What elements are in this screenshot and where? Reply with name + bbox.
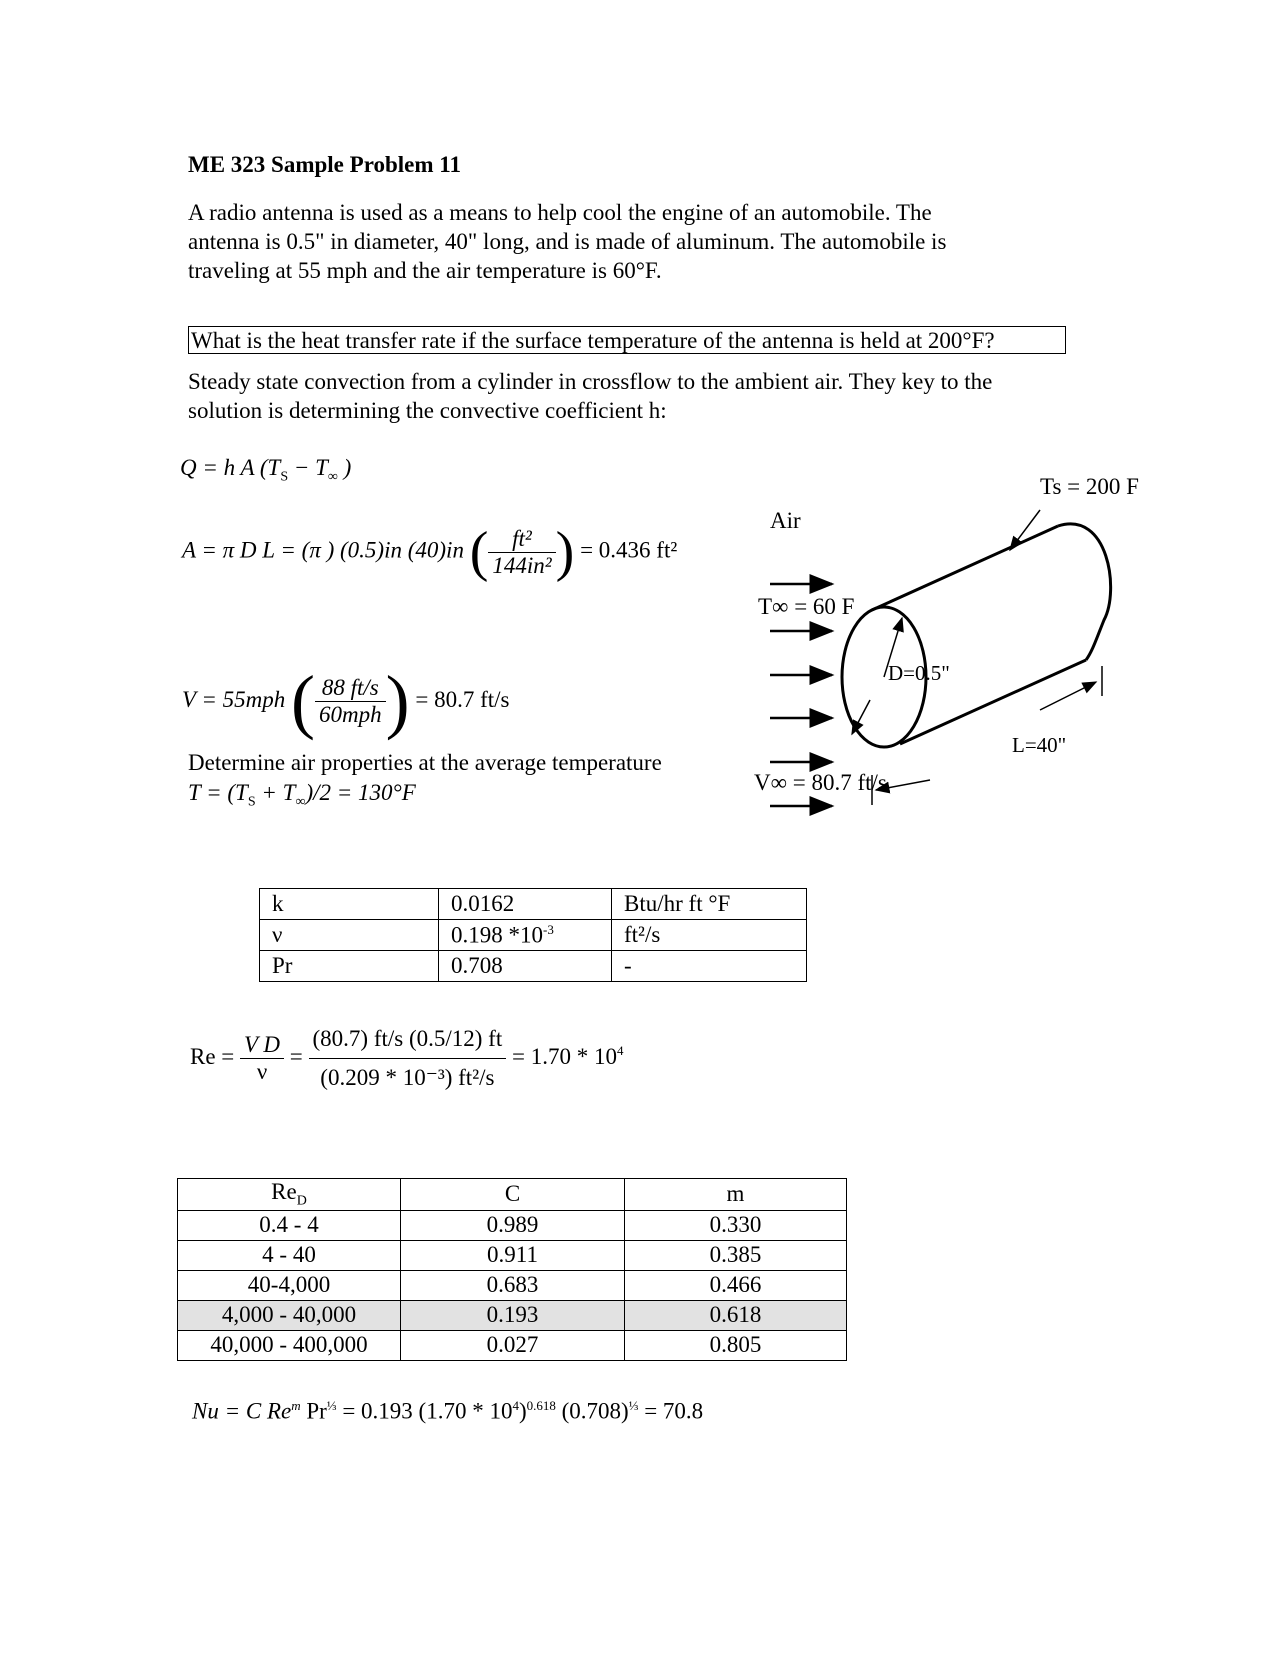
- cylinder-crossflow-diagram: [740, 470, 1240, 830]
- air-label: Air: [770, 508, 801, 533]
- velocity-conversion-fraction: $\frac{88 ft/s}{\text{60mph}}$: [315, 675, 386, 728]
- problem-line: A radio antenna is used as a means to help cool the engine of an automobile. The: [188, 200, 932, 225]
- approach-line: solution is determining the convective coefficient h:: [188, 398, 667, 423]
- l-label: L=40": [1012, 733, 1067, 757]
- air-properties-table: [259, 888, 807, 982]
- property-value: 0.0162: [439, 889, 612, 920]
- t-inf-label: T∞ = 60 F: [758, 594, 855, 619]
- table-row: [260, 951, 807, 982]
- table-row: 40-4,000 0.683 0.466: [178, 1270, 847, 1300]
- correlation-table: [177, 1178, 847, 1361]
- avg-temp-text: Determine air properties at the average temperature: [188, 750, 662, 775]
- problem-statement: [188, 198, 946, 285]
- re-definition-fraction: $\frac{\text{V D}}{\nu}$: [240, 1032, 284, 1085]
- nusselt-equation: Nu = C Re$^m$ $Pr^{\frac{1}{3}} = 0.193$ $(1.70 * 10^4)^{0.618}$ $(0.708)^{\frac{1}{3}} = 70.8$: [192, 1398, 704, 1424]
- area-conversion-fraction: $\frac{\text{ft²}}{\text{144in²}}$: [488, 526, 555, 579]
- velocity-equation: V = 55mph ( $\frac{88 ft/s}{\text{60mph}}$ ) = 80.7 ft/s: [182, 661, 510, 741]
- property-symbol: ν: [260, 920, 439, 951]
- d-label: D=0.5": [888, 661, 950, 685]
- question-box: What is the heat transfer rate if the surface temperature of the antenna is held at 200°F?: [188, 326, 1066, 354]
- cylinder-shape: [842, 524, 1111, 747]
- ts-label: Ts = 200 F: [1040, 474, 1139, 499]
- property-symbol: Pr: [260, 951, 439, 982]
- property-symbol: k: [260, 889, 439, 920]
- property-unit: Btu/hr ft °F: [612, 889, 807, 920]
- area-equation: A = π D L = (π ) (0.5)in (40)in ( $\frac{\text{ft²}}{\text{144in²}}$ ) = 0.436 ft²: [182, 521, 678, 583]
- table-row: [260, 889, 807, 920]
- table-row: 40,000 - 400,000 0.027 0.805: [178, 1330, 847, 1360]
- table-row-highlighted: 4,000 - 40,000 0.193 0.618: [178, 1300, 847, 1330]
- header-c: C: [401, 1179, 625, 1211]
- avg-temp-equation: $T = (T_S + T_\infty)/2 = 130^\circ F$: [188, 780, 416, 810]
- problem-line: antenna is 0.5" in diameter, 40" long, and is made of aluminum. The automobile is: [188, 229, 947, 254]
- property-value: 0.198 $*10^{-3}$: [439, 920, 612, 951]
- approach-text: [188, 367, 992, 425]
- reynolds-equation: Re = $\frac{\text{V D}}{\nu}$ = $\frac{(80.7) ft/s (0.5/12) ft}{\text{(0.209 * 10⁻³) ft²/s}}$ = $1.70 * 10^4$: [190, 1020, 623, 1097]
- table-row: [260, 920, 807, 951]
- re-substitution-fraction: $\frac{(80.7) ft/s (0.5/12) ft}{\text{(0.209 * 10⁻³) ft²/s}}$: [309, 1020, 507, 1097]
- property-unit: ft²/s: [612, 920, 807, 951]
- heat-rate-equation: Q = h A ($T_S - T_\infty$ ): [180, 455, 352, 485]
- v-inf-label: V∞ = 80.7 ft/s: [754, 770, 887, 795]
- property-value: 0.708: [439, 951, 612, 982]
- table-header-row: [178, 1179, 847, 1211]
- problem-line: traveling at 55 mph and the air temperature is 60°F.: [188, 258, 662, 283]
- header-re: $Re_D$: [178, 1179, 401, 1211]
- page-title: ME 323 Sample Problem 11: [188, 152, 462, 177]
- table-row: 0.4 - 4 0.989 0.330: [178, 1210, 847, 1240]
- table-row: 4 - 40 0.911 0.385: [178, 1240, 847, 1270]
- property-unit: -: [612, 951, 807, 982]
- header-m: m: [625, 1179, 847, 1211]
- approach-line: Steady state convection from a cylinder in crossflow to the ambient air. They key to the: [188, 369, 993, 394]
